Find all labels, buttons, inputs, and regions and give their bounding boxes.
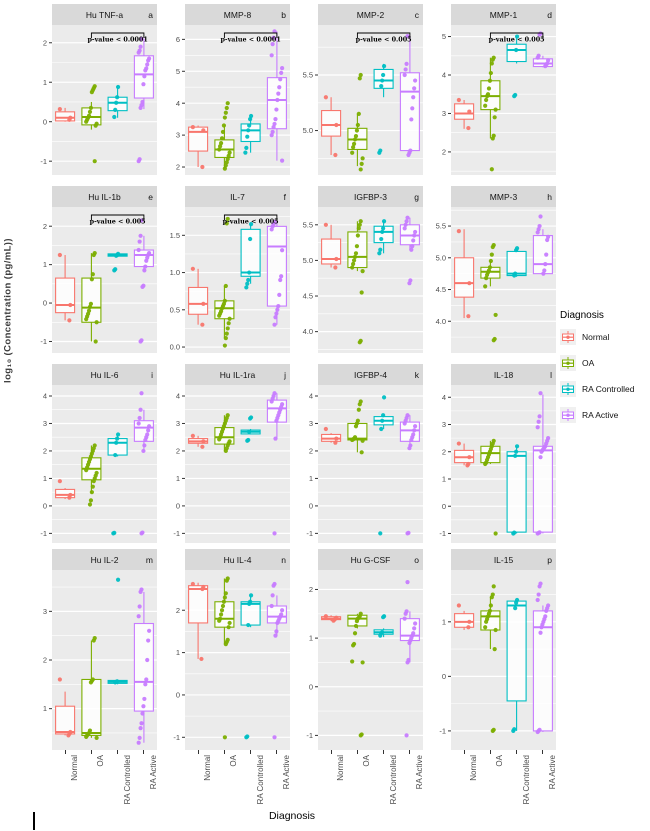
y-tick-label: 1 — [308, 474, 313, 484]
y-tick-label: 5.5 — [302, 70, 313, 80]
x-tick — [198, 750, 199, 754]
facet-strip-d — [451, 4, 556, 25]
legend-key-boxplot-icon — [560, 355, 576, 371]
y-tick-label: -1 — [40, 337, 47, 347]
y-tick-label: 0 — [175, 501, 180, 511]
y-tick-label: 2 — [308, 585, 313, 595]
y-tick-label: 1 — [308, 633, 313, 643]
y-tick-label: 2 — [175, 605, 180, 615]
x-tick-label-normal: Normal — [203, 755, 213, 781]
y-tick-label: 3 — [441, 420, 446, 430]
panel-tag: l — [550, 369, 552, 380]
y-tick-label: 2 — [308, 446, 313, 456]
panel-title: Hu IL-2 — [90, 554, 119, 565]
y-tick-label: 0 — [42, 117, 47, 127]
panel-tag: e — [148, 191, 153, 202]
y-tick-label: 2 — [42, 221, 47, 231]
legend-label: Normal — [582, 332, 610, 342]
x-tick — [331, 750, 332, 754]
panel-plot-j — [159, 385, 290, 543]
x-tick — [250, 750, 251, 754]
y-tick-label: -1 — [439, 726, 446, 736]
y-tick-label: 5 — [175, 66, 180, 76]
x-tick-label-ra-controlled: RA Controlled — [521, 755, 531, 805]
y-tick-label: 5.0 — [435, 253, 446, 263]
panel-tag: b — [281, 9, 286, 20]
y-tick-label: 0.0 — [169, 342, 180, 352]
x-tick-label-ra-active: RA Active — [414, 755, 424, 790]
facet-strip-i — [52, 364, 157, 385]
x-tick-label-ra-controlled: RA Controlled — [122, 755, 132, 805]
panel-plot-c — [292, 25, 423, 175]
y-tick-label: -1 — [439, 529, 446, 539]
y-tick-label: 4 — [175, 391, 180, 401]
boxplot-ra-controlled — [507, 246, 526, 277]
y-tick-label: 4 — [308, 391, 313, 401]
y-tick-label: 0 — [441, 501, 446, 511]
panel-title: IL-15 — [493, 554, 514, 565]
legend-label: RA Active — [582, 410, 619, 420]
panel-tag: a — [148, 9, 153, 20]
y-tick-label: 0.5 — [169, 305, 180, 315]
y-tick-label: -1 — [306, 528, 313, 538]
panel-plot-a — [26, 25, 157, 175]
x-tick — [91, 750, 92, 754]
p-value-label: p-value < 0.005 — [488, 35, 545, 44]
y-tick-label: 3 — [42, 419, 47, 429]
legend-entry-ra-active — [560, 407, 650, 423]
p-value-label: p-value < 0.0001 — [87, 35, 148, 44]
y-tick-label: -1 — [173, 528, 180, 538]
y-tick-label: 0 — [175, 690, 180, 700]
panel-tag: g — [414, 191, 419, 202]
x-tick — [409, 750, 410, 754]
x-tick — [516, 750, 517, 754]
y-tick-label: 1 — [42, 77, 47, 87]
panel-title: MMP-1 — [489, 9, 518, 20]
y-tick-label: 0 — [42, 501, 47, 511]
legend-key-boxplot-icon — [560, 381, 576, 397]
legend-entry-oa — [560, 355, 650, 371]
panel-tag: o — [414, 554, 419, 565]
x-tick-label-oa: OA — [495, 755, 505, 767]
y-tick-label: 1.0 — [169, 268, 180, 278]
facet-strip-b — [185, 4, 290, 25]
panel-plot-b — [159, 25, 290, 175]
y-tick-label: 0 — [441, 671, 446, 681]
p-value-label: p-value < 0.005 — [222, 217, 279, 226]
panel-plot-e — [26, 207, 157, 353]
panel-tag: k — [414, 369, 419, 380]
panel-plot-f — [159, 207, 290, 353]
panel-plot-k — [292, 385, 423, 543]
facet-strip-l — [451, 364, 556, 385]
y-tick-label: 4 — [42, 391, 47, 401]
facet-strip-o — [318, 549, 423, 570]
facet-strip-e — [52, 186, 157, 207]
panel-plot-h — [425, 207, 556, 353]
y-tick-label: 3 — [441, 109, 446, 119]
legend-label: OA — [582, 358, 595, 368]
legend-title: Diagnosis — [560, 310, 604, 321]
y-tick-label: 5 — [441, 32, 446, 42]
y-tick-label: 3 — [42, 606, 47, 616]
facet-strip-f — [185, 186, 290, 207]
cursor-artifact — [33, 812, 35, 830]
panel-tag: n — [281, 554, 286, 565]
x-tick — [143, 750, 144, 754]
y-tick-label: 2 — [441, 447, 446, 457]
panel-title: IL-18 — [493, 369, 514, 380]
y-tick-label: 4 — [441, 392, 446, 402]
y-tick-label: 2 — [42, 655, 47, 665]
panel-plot-o — [292, 570, 423, 750]
facet-strip-p — [451, 549, 556, 570]
y-tick-label: 1 — [42, 704, 47, 714]
y-tick-label: 4 — [441, 70, 446, 80]
p-value-label: p-value < 0.0001 — [220, 35, 281, 44]
panel-tag: d — [547, 9, 552, 20]
panel-tag: p — [547, 554, 552, 565]
p-value-label: p-value < 0.005 — [355, 35, 412, 44]
y-tick-label: 3 — [308, 419, 313, 429]
legend-key-boxplot-icon — [560, 407, 576, 423]
legend-key-boxplot-icon — [560, 329, 576, 345]
x-tick — [224, 750, 225, 754]
x-tick-label-oa: OA — [362, 755, 372, 767]
x-tick-label-ra-active: RA Active — [281, 755, 291, 790]
y-tick-label: 5.0 — [302, 256, 313, 266]
y-tick-label: 1 — [441, 617, 446, 627]
x-tick-label-normal: Normal — [70, 755, 80, 781]
panel-title: Hu IL-1b — [88, 191, 121, 202]
panel-plot-i — [26, 385, 157, 543]
y-tick-label: 1 — [441, 474, 446, 484]
y-tick-label: 5.5 — [302, 220, 313, 230]
y-tick-label: -1 — [306, 731, 313, 741]
y-tick-label: 4.5 — [302, 291, 313, 301]
x-tick — [542, 750, 543, 754]
panel-plot-d — [425, 25, 556, 175]
panel-tag: i — [151, 369, 153, 380]
x-tick — [490, 750, 491, 754]
x-tick-label-oa: OA — [229, 755, 239, 767]
panel-title: Hu TNF-a — [85, 9, 124, 20]
facet-strip-m — [52, 549, 157, 570]
y-tick-label: 4.0 — [435, 316, 446, 326]
y-tick-label: 2 — [175, 162, 180, 172]
facet-strip-k — [318, 364, 423, 385]
y-axis-title: log₁₀ (Concentration (pg/mL)) — [2, 238, 14, 383]
panel-title: MMP-3 — [489, 191, 518, 202]
panel-plot-n — [159, 570, 290, 750]
y-tick-label: 1.5 — [169, 230, 180, 240]
panel-title: MMP-8 — [223, 9, 252, 20]
y-tick-label: -1 — [173, 732, 180, 742]
y-tick-label: 1 — [42, 474, 47, 484]
x-axis-title: Diagnosis — [268, 810, 316, 822]
y-tick-label: -1 — [40, 528, 47, 538]
panel-plot-l — [425, 385, 556, 543]
x-tick-label-ra-controlled: RA Controlled — [388, 755, 398, 805]
x-tick — [383, 750, 384, 754]
x-tick — [65, 750, 66, 754]
legend-entry-ra-controlled — [560, 381, 650, 397]
panel-title: Hu IL-4 — [223, 554, 252, 565]
panel-title: Hu IL-1ra — [219, 369, 256, 380]
panel-tag: h — [547, 191, 552, 202]
y-tick-label: 5.5 — [435, 221, 446, 231]
legend-entries — [560, 329, 650, 423]
facet-strip-n — [185, 549, 290, 570]
x-tick — [276, 750, 277, 754]
facet-strip-a — [52, 4, 157, 25]
panel-plot-g — [292, 207, 423, 353]
x-tick-label-ra-active: RA Active — [148, 755, 158, 790]
x-tick-label-normal: Normal — [336, 755, 346, 781]
y-tick-label: 6 — [175, 34, 180, 44]
p-value-label: p-value < 0.005 — [89, 217, 146, 226]
legend-label: RA Controlled — [582, 384, 635, 394]
x-tick-label-normal: Normal — [469, 755, 479, 781]
x-tick — [464, 750, 465, 754]
panel-title: Hu G-CSF — [350, 554, 391, 565]
panel-tag: m — [145, 554, 153, 565]
y-tick-label: 2 — [42, 38, 47, 48]
y-tick-label: 0 — [42, 298, 47, 308]
x-tick-label-ra-controlled: RA Controlled — [255, 755, 265, 805]
panel-plot-p — [425, 570, 556, 750]
panel-tag: f — [283, 191, 286, 202]
y-tick-label: 0 — [308, 501, 313, 511]
panel-plot-m — [26, 570, 157, 750]
x-tick — [357, 750, 358, 754]
panel-title: IGFBP-4 — [353, 369, 388, 380]
x-tick — [117, 750, 118, 754]
y-tick-label: -1 — [40, 156, 47, 166]
facet-strip-h — [451, 186, 556, 207]
panel-tag: j — [284, 369, 286, 380]
y-tick-label: 2 — [441, 147, 446, 157]
legend — [560, 310, 650, 433]
y-tick-label: 1 — [175, 648, 180, 658]
y-tick-label: 1 — [42, 260, 47, 270]
panel-title: Hu IL-6 — [90, 369, 119, 380]
panel-title: IGFBP-3 — [353, 191, 388, 202]
y-tick-label: 4.5 — [435, 285, 446, 295]
x-tick-label-oa: OA — [96, 755, 106, 767]
legend-entry-normal — [560, 329, 650, 345]
y-tick-label: 2 — [175, 446, 180, 456]
y-tick-label: 2 — [42, 446, 47, 456]
boxplot-ra-controlled — [507, 444, 526, 535]
y-tick-label: 3 — [175, 130, 180, 140]
y-tick-label: 4 — [175, 98, 180, 108]
facet-strip-c — [318, 4, 423, 25]
panel-title: MMP-2 — [356, 9, 385, 20]
y-tick-label: 0 — [308, 682, 313, 692]
facet-strip-j — [185, 364, 290, 385]
y-tick-label: 3 — [175, 419, 180, 429]
facet-strip-g — [318, 186, 423, 207]
y-tick-label: 4.0 — [302, 327, 313, 337]
panel-tag: c — [414, 9, 419, 20]
y-tick-label: 5.0 — [302, 126, 313, 136]
y-tick-label: 1 — [175, 474, 180, 484]
panel-title: IL-7 — [230, 191, 245, 202]
x-tick-label-ra-active: RA Active — [547, 755, 557, 790]
